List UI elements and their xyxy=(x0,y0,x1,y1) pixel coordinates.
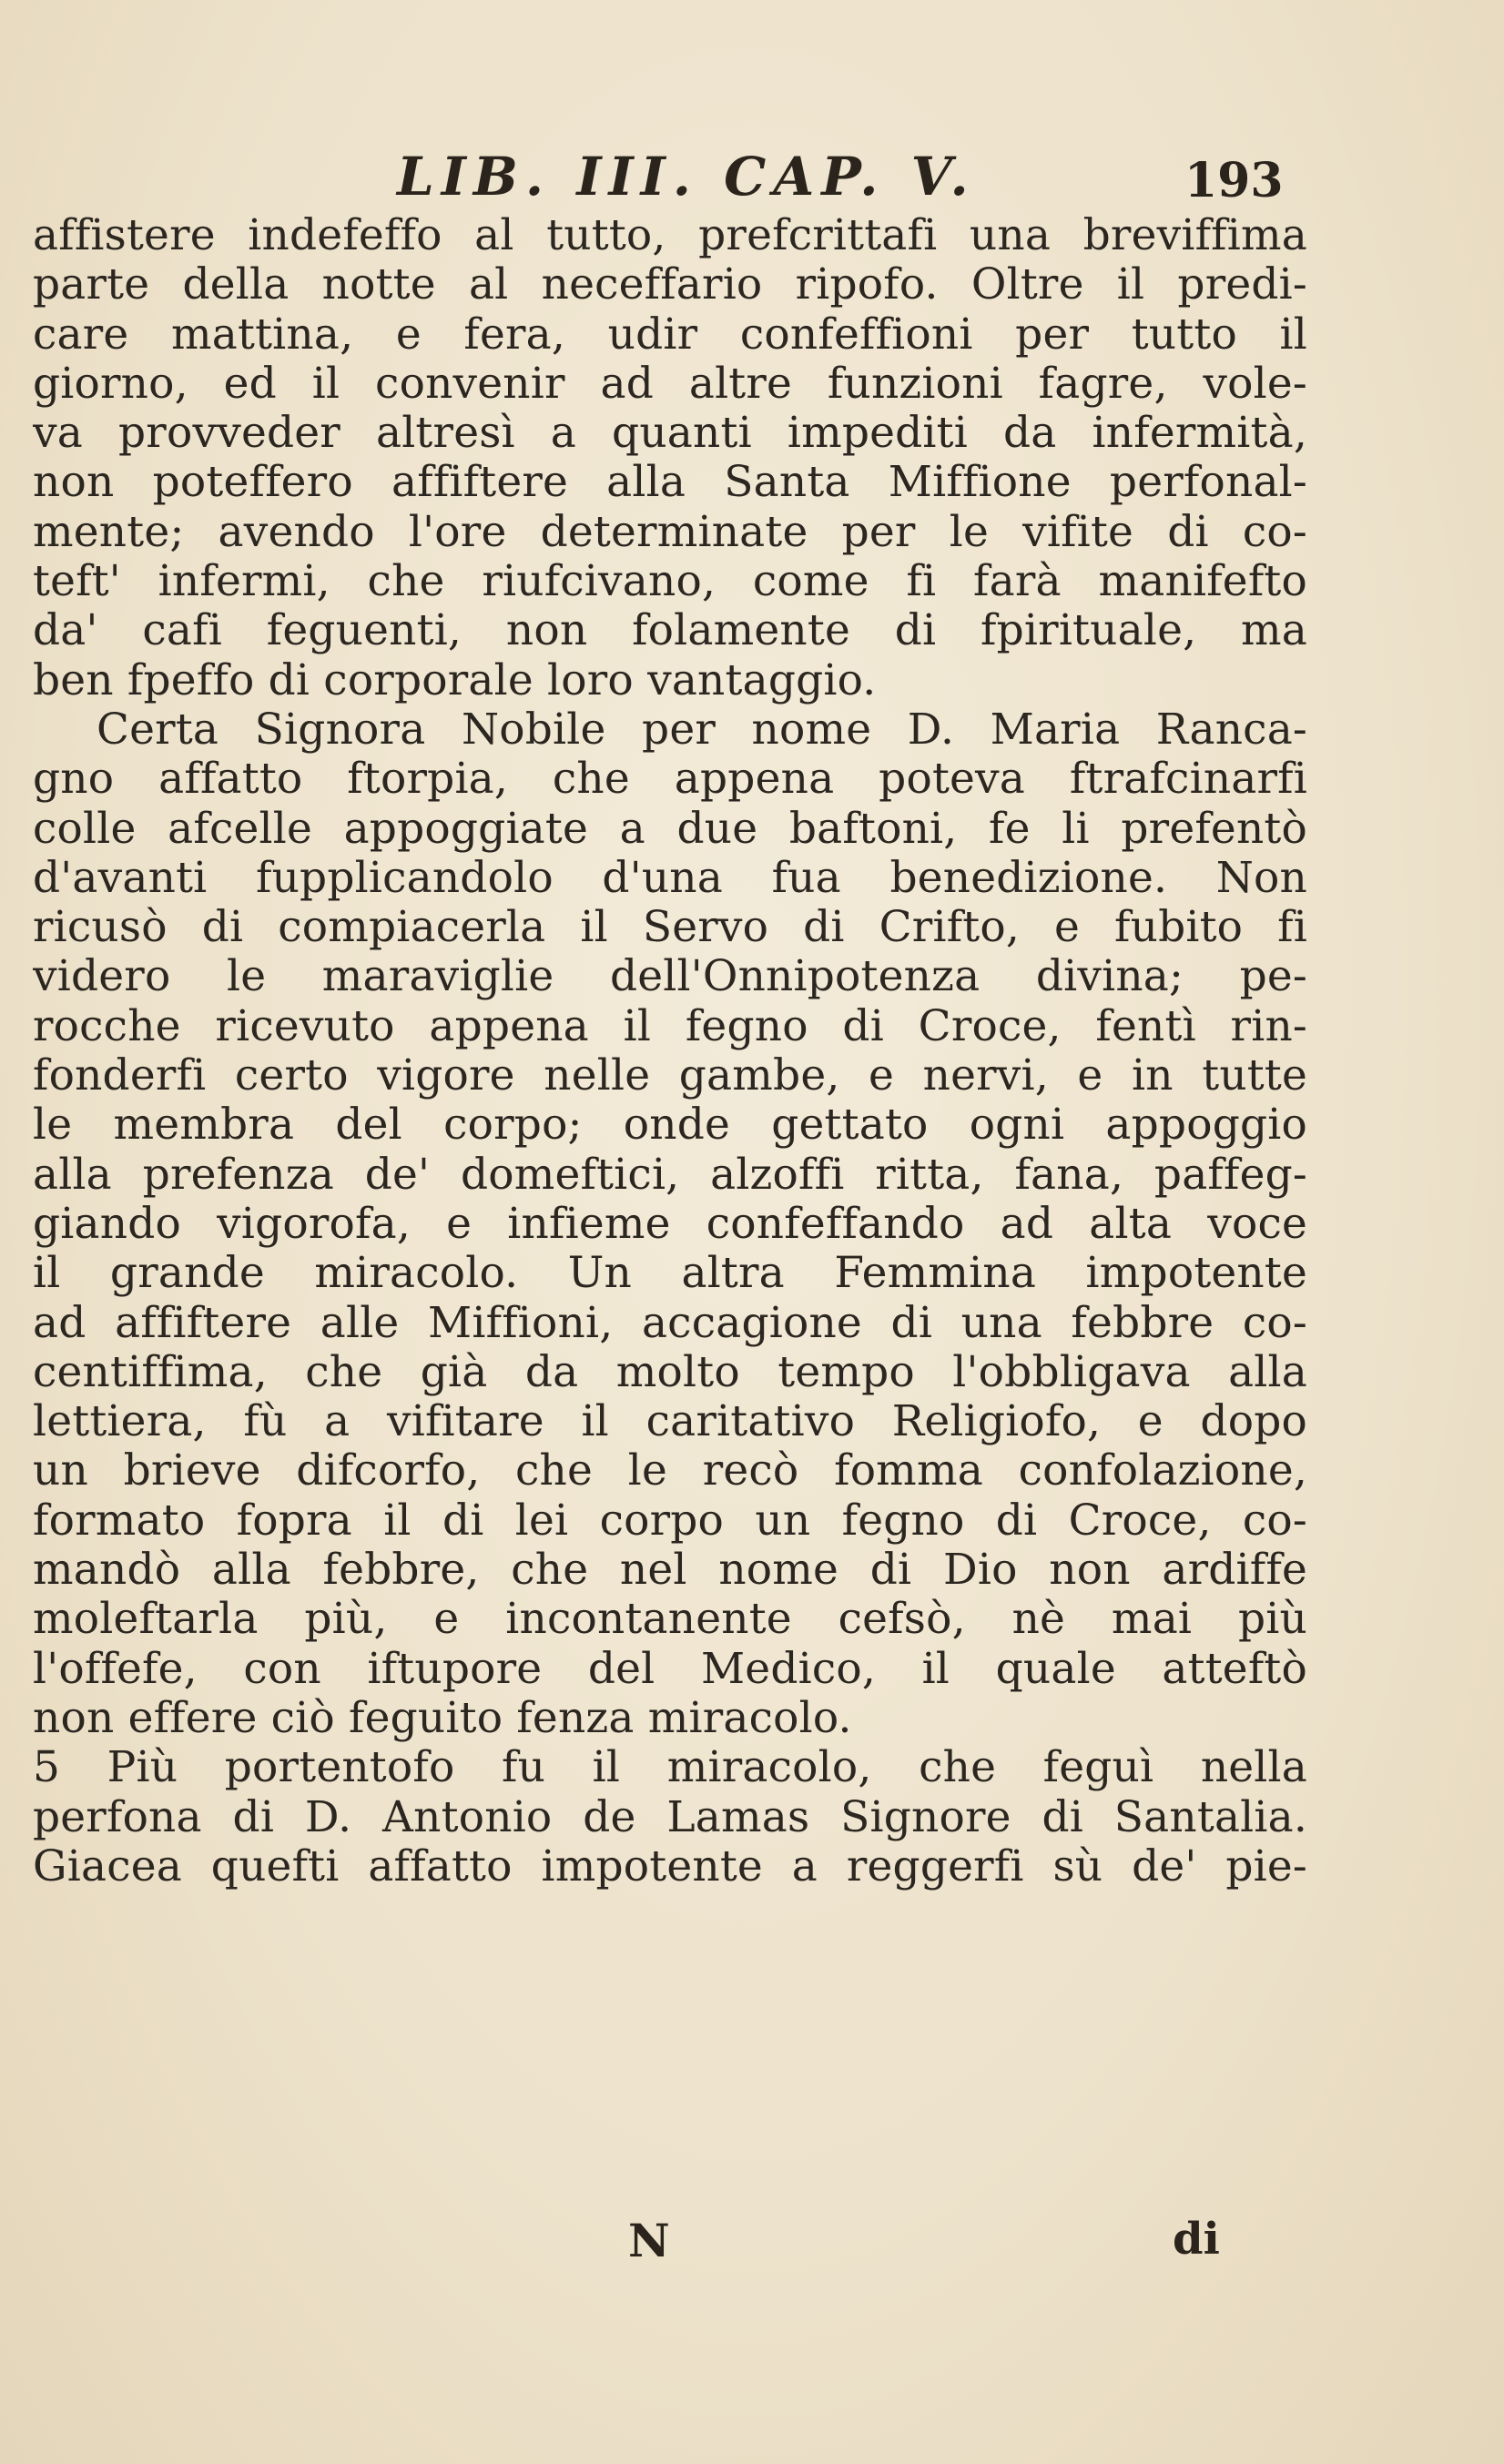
text-line: affistere indefeffo al tutto, prefcrittafi una breviffima xyxy=(33,211,1307,260)
paragraph-start-line: Certa Signora Nobile per nome D. Maria Ranca- xyxy=(97,705,1307,755)
text-line: formato fopra il di lei corpo un fegno di Croce, co- xyxy=(33,1496,1307,1546)
body-text xyxy=(33,211,1307,1891)
text-line: il grande miracolo. Un altra Femmina impotente xyxy=(33,1249,1307,1299)
text-line: moleftarla più, e incontanente cefsò, nè mai più xyxy=(33,1595,1307,1645)
text-line: l'offefe, con iftupore del Medico, il quale atteftò xyxy=(33,1644,1307,1694)
text-line: non poteffero affiftere alla Santa Miffione perfonal- xyxy=(33,458,1307,508)
text-line: gno affatto ftorpia, che appena poteva ftrafcinarfi xyxy=(33,755,1307,805)
text-line: le membra del corpo; onde gettato ogni appoggio xyxy=(33,1100,1307,1151)
text-line: ad affiftere alle Miffioni, accagione di una febbre co- xyxy=(33,1298,1307,1348)
text-line: mente; avendo l'ore determinate per le vifite di co- xyxy=(33,507,1307,557)
running-head: LIB. III. CAP. V. xyxy=(397,146,976,208)
signature-mark: N xyxy=(628,2214,670,2267)
text-line: va provveder altresì a quanti impediti da infermità, xyxy=(33,409,1307,459)
text-line: care mattina, e fera, udir confeffioni per tutto il xyxy=(33,309,1307,360)
text-line: mandò alla febbre, che nel nome di Dio non ardiffe xyxy=(33,1546,1307,1596)
text-line: da' cafi feguenti, non folamente di fpirituale, ma xyxy=(33,606,1307,656)
paragraph-end-line: non effere ciò feguito fenza miracolo. xyxy=(33,1693,852,1743)
text-line: alla prefenza de' domeftici, alzoffi ritta, fana, paffeg- xyxy=(33,1150,1307,1200)
page-number: 193 xyxy=(1184,153,1284,208)
text-line: fonderfi certo vigore nelle gambe, e nervi, e in tutte xyxy=(33,1051,1307,1101)
text-line: giorno, ed il convenir ad altre funzioni fagre, vole- xyxy=(33,359,1307,409)
text-line: colle afcelle appoggiate a due baftoni, fe li prefentò xyxy=(33,804,1307,854)
text-line: un brieve difcorfo, che le recò fomma confolazione, xyxy=(33,1446,1307,1496)
text-line: lettiera, fù a vifitare il caritativo Religiofo, e dopo xyxy=(33,1397,1307,1447)
text-line: perfona di D. Antonio de Lamas Signore di Santalia. xyxy=(33,1792,1307,1842)
text-line: parte della notte al neceffario ripofo. Oltre il predi- xyxy=(33,260,1307,310)
text-line: centiffima, che già da molto tempo l'obbligava alla xyxy=(33,1347,1307,1397)
text-line: rocche ricevuto appena il fegno di Croce, fentì rin- xyxy=(33,1001,1307,1051)
text-line: d'avanti fupplicandolo d'una fua benedizione. Non xyxy=(33,853,1307,903)
text-line: Giacea quefti affatto impotente a reggerfi sù de' pie- xyxy=(33,1841,1307,1891)
text-line: videro le maraviglie dell'Onnipotenza divina; pe- xyxy=(33,952,1307,1002)
text-line: giando vigorofa, e infieme confeffando ad alta voce xyxy=(33,1199,1307,1249)
paragraph-end-line: ben fpeffo di corporale loro vantaggio. xyxy=(33,655,877,705)
paragraph-start-line: 5 Più portentofo fu il miracolo, che feguì nella xyxy=(33,1743,1307,1793)
text-line: ricusò di compiacerla il Servo di Crifto, e fubito fi xyxy=(33,903,1307,953)
text-line: teft' infermi, che riufcivano, come fi farà manifefto xyxy=(33,557,1307,607)
page-header xyxy=(33,146,1307,209)
catchword: di xyxy=(1173,2214,1220,2265)
